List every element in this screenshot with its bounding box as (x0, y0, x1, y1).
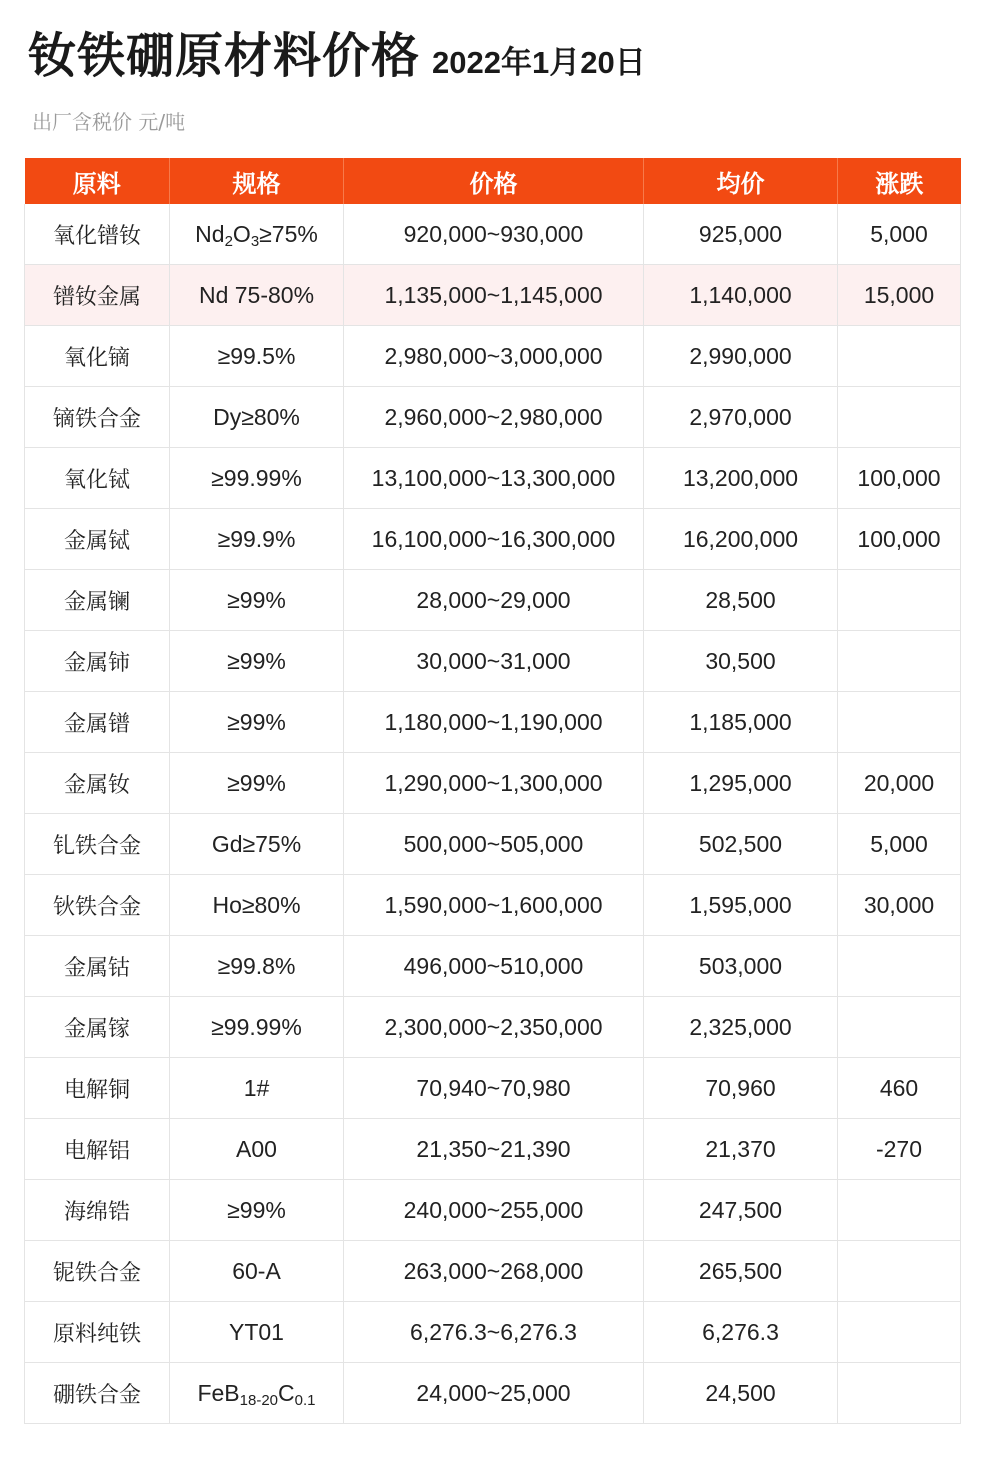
table-header-row (25, 158, 961, 204)
cell-average: 13,200,000 (644, 448, 838, 509)
table-row (25, 753, 961, 814)
cell-material: 镝铁合金 (25, 387, 170, 448)
cell-price: 70,940~70,980 (344, 1058, 644, 1119)
cell-price: 263,000~268,000 (344, 1241, 644, 1302)
column-header-price: 价格 (344, 158, 644, 204)
cell-price: 920,000~930,000 (344, 204, 644, 265)
table-row (25, 631, 961, 692)
cell-change: 20,000 (838, 753, 961, 814)
table-row (25, 448, 961, 509)
cell-average: 6,276.3 (644, 1302, 838, 1363)
cell-change (838, 1180, 961, 1241)
table-row (25, 1363, 961, 1424)
cell-price: 13,100,000~13,300,000 (344, 448, 644, 509)
price-table (24, 158, 961, 1424)
cell-material: 金属铈 (25, 631, 170, 692)
cell-spec: A00 (170, 1119, 344, 1180)
cell-material: 氧化镝 (25, 326, 170, 387)
cell-spec: Nd 75-80% (170, 265, 344, 326)
table-row (25, 1241, 961, 1302)
cell-spec: ≥99.99% (170, 997, 344, 1058)
cell-spec: Ho≥80% (170, 875, 344, 936)
cell-average: 2,325,000 (644, 997, 838, 1058)
cell-price: 30,000~31,000 (344, 631, 644, 692)
cell-average: 503,000 (644, 936, 838, 997)
cell-average: 21,370 (644, 1119, 838, 1180)
cell-spec: ≥99% (170, 753, 344, 814)
cell-average: 1,140,000 (644, 265, 838, 326)
cell-material: 金属铽 (25, 509, 170, 570)
table-body (25, 204, 961, 1424)
cell-price: 24,000~25,000 (344, 1363, 644, 1424)
cell-change: 5,000 (838, 814, 961, 875)
cell-spec: YT01 (170, 1302, 344, 1363)
cell-spec: ≥99% (170, 570, 344, 631)
cell-average: 30,500 (644, 631, 838, 692)
cell-average: 265,500 (644, 1241, 838, 1302)
spec-subscript: 18-20 (239, 1391, 279, 1409)
cell-change: 460 (838, 1058, 961, 1119)
cell-material: 金属镨 (25, 692, 170, 753)
table-row (25, 509, 961, 570)
cell-material: 金属钴 (25, 936, 170, 997)
cell-material: 铌铁合金 (25, 1241, 170, 1302)
cell-spec: 1# (170, 1058, 344, 1119)
cell-average: 2,970,000 (644, 387, 838, 448)
cell-spec: 60-A (170, 1241, 344, 1302)
table-row (25, 1302, 961, 1363)
spec-text: ≥75% (259, 220, 318, 247)
cell-material: 金属镧 (25, 570, 170, 631)
cell-change (838, 326, 961, 387)
cell-material: 金属钕 (25, 753, 170, 814)
cell-price: 496,000~510,000 (344, 936, 644, 997)
spec-text: Nd (195, 220, 225, 247)
cell-material: 钬铁合金 (25, 875, 170, 936)
cell-price: 1,135,000~1,145,000 (344, 265, 644, 326)
cell-average: 28,500 (644, 570, 838, 631)
cell-material: 硼铁合金 (25, 1363, 170, 1424)
cell-spec: ≥99.5% (170, 326, 344, 387)
cell-change (838, 631, 961, 692)
cell-spec: ≥99.8% (170, 936, 344, 997)
cell-average: 925,000 (644, 204, 838, 265)
cell-average: 2,990,000 (644, 326, 838, 387)
cell-change: -270 (838, 1119, 961, 1180)
cell-average: 1,595,000 (644, 875, 838, 936)
spec-text: FeB (197, 1379, 240, 1406)
table-row (25, 997, 961, 1058)
cell-change: 15,000 (838, 265, 961, 326)
cell-material: 金属镓 (25, 997, 170, 1058)
spec-subscript: 2 (224, 232, 233, 250)
table-row (25, 875, 961, 936)
table-row (25, 265, 961, 326)
cell-average: 247,500 (644, 1180, 838, 1241)
cell-change (838, 570, 961, 631)
table-row (25, 326, 961, 387)
table-row (25, 692, 961, 753)
table-row (25, 387, 961, 448)
cell-average: 1,295,000 (644, 753, 838, 814)
table-row (25, 1180, 961, 1241)
table-row (25, 1119, 961, 1180)
cell-change (838, 692, 961, 753)
page-subtitle: 出厂含税价 元/吨 (32, 110, 186, 134)
cell-material: 镨钕金属 (25, 265, 170, 326)
spec-subscript: 0.1 (294, 1391, 316, 1409)
page-title: 钕铁硼原材料价格 (28, 28, 421, 84)
cell-price: 2,980,000~3,000,000 (344, 326, 644, 387)
spec-text: O (232, 220, 251, 247)
cell-spec (170, 1363, 344, 1424)
cell-average: 24,500 (644, 1363, 838, 1424)
cell-price: 1,180,000~1,190,000 (344, 692, 644, 753)
cell-change: 30,000 (838, 875, 961, 936)
cell-spec: ≥99% (170, 692, 344, 753)
cell-change: 5,000 (838, 204, 961, 265)
title-row (28, 18, 646, 88)
table-row (25, 814, 961, 875)
cell-spec: ≥99% (170, 631, 344, 692)
cell-price: 28,000~29,000 (344, 570, 644, 631)
cell-price: 1,590,000~1,600,000 (344, 875, 644, 936)
table-row (25, 1058, 961, 1119)
cell-price: 16,100,000~16,300,000 (344, 509, 644, 570)
cell-material: 海绵锆 (25, 1180, 170, 1241)
cell-change (838, 1302, 961, 1363)
cell-material: 原料纯铁 (25, 1302, 170, 1363)
cell-average: 70,960 (644, 1058, 838, 1119)
spec-subscript: 3 (250, 232, 260, 250)
cell-material: 氧化铽 (25, 448, 170, 509)
column-header-change: 涨跌 (838, 158, 961, 204)
column-header-spec: 规格 (170, 158, 344, 204)
cell-average: 16,200,000 (644, 509, 838, 570)
cell-price: 2,960,000~2,980,000 (344, 387, 644, 448)
column-header-average: 均价 (644, 158, 838, 204)
cell-price: 240,000~255,000 (344, 1180, 644, 1241)
page-date: 2022年1月20日 (432, 45, 646, 80)
cell-change (838, 1363, 961, 1424)
table-row (25, 936, 961, 997)
cell-price: 6,276.3~6,276.3 (344, 1302, 644, 1363)
table-row (25, 570, 961, 631)
cell-spec: Gd≥75% (170, 814, 344, 875)
cell-change: 100,000 (838, 509, 961, 570)
cell-price: 500,000~505,000 (344, 814, 644, 875)
cell-change (838, 997, 961, 1058)
cell-material: 钆铁合金 (25, 814, 170, 875)
cell-price: 1,290,000~1,300,000 (344, 753, 644, 814)
cell-material: 氧化镨钕 (25, 204, 170, 265)
cell-change (838, 936, 961, 997)
cell-spec: ≥99% (170, 1180, 344, 1241)
spec-text: C (278, 1379, 295, 1406)
cell-price: 2,300,000~2,350,000 (344, 997, 644, 1058)
cell-material: 电解铜 (25, 1058, 170, 1119)
cell-change: 100,000 (838, 448, 961, 509)
cell-average: 1,185,000 (644, 692, 838, 753)
cell-spec: Dy≥80% (170, 387, 344, 448)
cell-spec: ≥99.9% (170, 509, 344, 570)
column-header-material: 原料 (25, 158, 170, 204)
cell-average: 502,500 (644, 814, 838, 875)
table-row (25, 204, 961, 265)
cell-change (838, 387, 961, 448)
cell-change (838, 1241, 961, 1302)
cell-spec (170, 204, 344, 265)
cell-material: 电解铝 (25, 1119, 170, 1180)
cell-spec: ≥99.99% (170, 448, 344, 509)
cell-price: 21,350~21,390 (344, 1119, 644, 1180)
